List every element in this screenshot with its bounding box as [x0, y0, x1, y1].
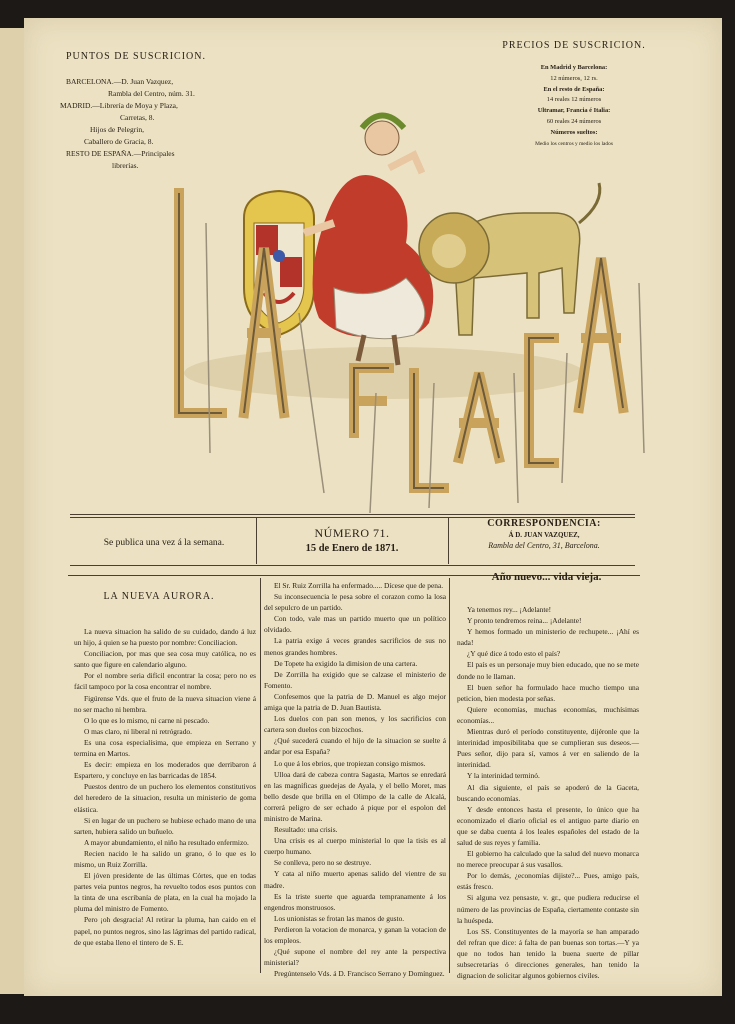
- paragraph: Conciliacion, por mas que sea cosa muy católica, no es santo que figure en calendario alguno.: [74, 649, 256, 670]
- paragraph: Confesemos que la patria de D. Manuel es algo mejor amiga que la patria de D. Juan Bautista.: [264, 691, 446, 713]
- paragraph: Ya tenemos rey... ¡Adelante!: [467, 605, 552, 614]
- column-divider: [260, 578, 261, 973]
- issue-date: 15 de Enero de 1871.: [305, 543, 399, 554]
- paragraph: Es la triste suerte que aguarda tempranamente á los engendros monstruosos.: [264, 891, 446, 912]
- issue-number: NÚMERO 71.: [314, 526, 390, 540]
- subscription-points-title: PUNTOS DE SUSCRICION.: [66, 51, 207, 62]
- paragraph: El buen señor ha formulado hace mucho tiempo una peticion, bien modesta por señas.: [457, 682, 639, 703]
- sub-line: Hijos de Pelegrin,: [90, 125, 144, 134]
- paragraph: Y desde entonces hasta el presente, lo único que ha economizado el diario oficial es el antiguo parte diario en que se daba cuenta á los leales españoles del estado de la salud de sus reyes y familia.: [457, 804, 639, 847]
- correspondence-title: CORRESPONDENCIA:: [487, 518, 601, 529]
- issue-bar-top-rule: [70, 514, 635, 515]
- paragraph: El país es un personaje muy bien educado, que no se mete donde no le llaman.: [457, 660, 639, 681]
- price-line: En Madrid y Barcelona:: [540, 64, 608, 71]
- paragraph: De Zorrilla ha exigido que se calzase el ministerio de Fomento.: [264, 669, 446, 690]
- paragraph: El jóven presidente de las últimas Córtes, que en todas partes veia puntos negros, ha revuelto todos esos puntos con la tinta de una escribanía de plata, en la cual ha mojado la pluma del ministro de Fomento.: [74, 871, 256, 914]
- paragraph: Si alguna vez pensaste, v. gr., que pudiera reducirse el número de las provincias de España, ciertamente contaste sin la huéspeda.: [457, 893, 639, 925]
- article-body-col1: [74, 626, 256, 948]
- price-line: 12 números, 12 rs.: [550, 74, 598, 82]
- paragraph: ¿Qué sucederá cuando el hijo de la situacion se suelte á andar por esa España?: [264, 736, 446, 757]
- paragraph: Los SS. Constituyentes de la mayoría se han amparado del refran que dice: á falta de pan buenas son tortas.—Y ya que no todos han tenido la buena suerte de pillar subsecretarías ó direcciones generales, han tenido la dignacion de solicitar algunos gobiernos civiles.: [457, 926, 639, 981]
- paragraph: ¿Y qué dice á todo esto el país?: [467, 649, 561, 659]
- paragraph: El Sr. Ruiz Zorrilla ha enfermado..... Dícese que de pena.: [274, 581, 444, 590]
- paragraph: Su inconsecuencia le pesa sobre el corazon como la losa del sepulcro de un partido.: [264, 592, 446, 613]
- paragraph: Quiere economías, muchas economías, muchísimas economías...: [457, 704, 639, 725]
- paragraph: A mayor abundamiento, el niño ha resultado enfermizo.: [84, 837, 249, 847]
- paragraph: Figúrense Vds. que el fruto de la nueva situacion viene á no ser macho ni hembra.: [74, 693, 256, 714]
- paragraph: ¿Qué supone el nombre del rey ante la perspectiva ministerial?: [264, 947, 446, 968]
- issue-bar-divider: [256, 518, 257, 564]
- issue-bar-divider: [448, 518, 449, 564]
- paragraph: Los duelos con pan son menos, y los sacrificios con cartera son duelos con bizcochos.: [264, 714, 446, 735]
- paragraph: Los unionistas se frotan las manos de gusto.: [274, 913, 405, 923]
- article-title-ano-nuevo: Año nuevo... vida vieja.: [491, 571, 602, 583]
- price-line: 14 reales 12 números: [546, 96, 602, 104]
- price-line: Números sueltos:: [550, 128, 598, 136]
- paragraph: Pregúntenselo Vds. á D. Francisco Serrano y Domínguez.: [274, 969, 445, 979]
- price-line: 60 reales 24 números: [546, 117, 602, 125]
- paragraph: Con todo, vale mas un partido muerto que un político olvidado.: [264, 614, 446, 635]
- paragraph: Se conlleva, pero no se destruye.: [274, 858, 372, 868]
- column-divider: [449, 578, 450, 973]
- paragraph: Una crisis es al cuerpo ministerial lo que la tisis es al cuerpo humano.: [264, 836, 446, 857]
- paragraph: La nueva situacion ha salido de su cuidado, dando á luz un hijo, á quien se ha puesto por nombre: Conciliacion.: [74, 627, 256, 648]
- lion-icon: [419, 183, 600, 335]
- paragraph: Lo que á los ebrios, que tropiezan consigo mismos.: [274, 758, 426, 768]
- sub-line: RESTO DE ESPAÑA.—Principales: [66, 149, 175, 158]
- paragraph: Es una cosa especialísima, que empieza en Serrano y termina en Martos.: [74, 737, 256, 759]
- paragraph: Puestos dentro de un puchero los elementos constitutivos del heredero de la situacion, resulta un ministerio de goma elástica.: [74, 782, 256, 814]
- paragraph: Y hemos formado un ministerio de rechupete... ¡Ahí es nada!: [457, 627, 639, 648]
- paragraph: Por el nombre seria difícil encontrar la cosa; pero no es fácil tampoco por la cosa encontrar el nombre.: [74, 671, 256, 692]
- paragraph: Mientras duró el período constituyente, dijéronle que la interinidad imposibilitaba que se cumplieran sus deseos.—Pues señor, dijo para sí, vamos á ver en saliendo de la interinidad.: [457, 727, 639, 770]
- sub-line: Carretas, 8.: [120, 113, 155, 122]
- article-body-col3: [457, 604, 639, 981]
- sub-line: librerías.: [112, 161, 139, 170]
- sub-line: MADRID.—Librería de Moya y Plaza,: [60, 101, 178, 110]
- price-line: Medio los centros y medio los lados: [535, 140, 613, 147]
- masthead-illustration: [144, 73, 664, 523]
- article-title-nueva-aurora: LA NUEVA AURORA.: [103, 591, 215, 602]
- paragraph: Perdieron la votacion de monarca, y ganan la votacion de los empleos.: [264, 924, 446, 945]
- paragraph: Y pronto tendremos reina... ¡Adelante!: [467, 616, 582, 626]
- price-line: Ultramar, Francia é Italia:: [537, 107, 611, 115]
- paragraph: Recien nacido le ha salido un grano, ó lo que es lo mismo, un Ruiz Zorrilla.: [74, 848, 256, 869]
- article-body-col2: [264, 580, 446, 979]
- paragraph: Resultado: una crisis.: [274, 825, 338, 835]
- paragraph: Al dia siguiente, el país se apoderó de la Gaceta, buscando economías.: [457, 782, 639, 803]
- newspaper-page: [24, 18, 722, 996]
- paragraph: Ulloa dará de cabeza contra Sagasta, Martos se enredará en las magníficas guedejas de Ayala, y el bello Moret, mas bello desde que brilla en el Olimpo de la calle de Alcalá, correrá peligro de ser echado á pique por el espolon del ministro de Marina.: [264, 769, 446, 823]
- sub-line: BARCELONA.—D. Juan Vazquez,: [66, 77, 174, 86]
- paragraph: O mas claro, ni liberal ni retrógrado.: [84, 726, 192, 736]
- masthead-text: [24, 18, 25, 19]
- paragraph: O lo que es lo mismo, ni carne ni pescado.: [84, 715, 210, 725]
- prices-title: PRECIOS DE SUSCRICION.: [502, 40, 646, 51]
- frequency-text: Se publica una vez á la semana.: [103, 538, 225, 548]
- paragraph: Si en lugar de un puchero se hubiese echado mano de una sarten, hubiera salido un buñuelo.: [74, 815, 256, 836]
- paragraph: El gobierno ha calculado que la salud del nuevo monarca no merece preocupar á sus vasallos.: [457, 849, 639, 870]
- paragraph: Pero ¡oh desgracia! Al retirar la pluma, han caido en el papel, no puntos negros, sino las lágrimas del partido radical, de que estaba lleno el tintero de S. E.: [74, 915, 256, 947]
- paragraph: De Topete ha exigido la dimision de una cartera.: [274, 658, 418, 668]
- paragraph: Es decir: empieza en los moderados que derribaron á Espartero, y concluye en las barricadas de 1854.: [74, 760, 256, 781]
- correspondence-address: Rambla del Centro, 31, Barcelona.: [488, 541, 600, 550]
- adjacent-page-edge: [0, 28, 26, 994]
- sub-line: Rambla del Centro, núm. 31.: [108, 89, 195, 98]
- paragraph: La patria exige á veces grandes sacrificios de sus no menos grandes hombres.: [264, 636, 446, 657]
- paragraph: Por lo demás, ¿economías dijiste?... Pues, amigo país, estás fresco.: [457, 871, 639, 892]
- seated-figure-icon: [304, 116, 433, 366]
- paragraph: Y la interinidad terminó.: [467, 771, 540, 781]
- correspondence-name: Á D. JUAN VAZQUEZ,: [508, 531, 580, 539]
- price-line: En el resto de España:: [543, 85, 605, 93]
- paragraph: Y cata al niño muerto apenas salido del vientre de su madre.: [264, 869, 446, 890]
- issue-bar-bottom-rule: [70, 565, 635, 566]
- sub-line: Caballero de Gracia, 8.: [84, 137, 154, 146]
